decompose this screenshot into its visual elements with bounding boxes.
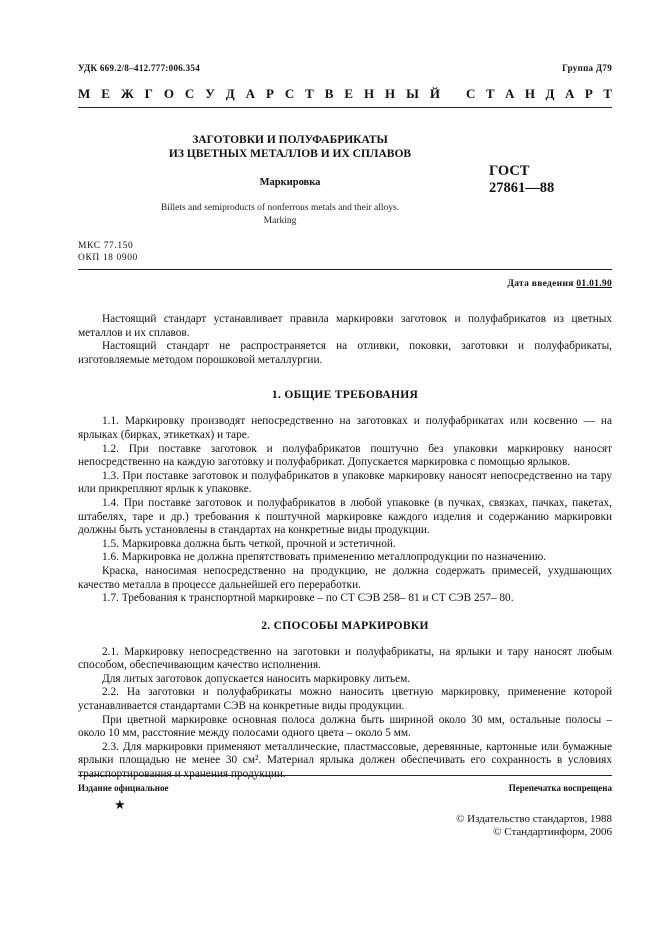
copyright-2006: © Стандартинформ, 2006 <box>493 826 612 838</box>
standard-banner <box>78 86 612 102</box>
section-1-paragraph: 1.1. Маркировку производят непосредственно на заготовках и полуфабрикатах или косвенно — на ярлыках (бирках, этикетках) и таре. <box>78 415 612 441</box>
banner-letter: М <box>78 86 91 101</box>
banner-letter: Д <box>225 86 235 101</box>
english-title-line-1: Billets and semiproducts of nonferrous metals and their alloys. <box>160 203 400 213</box>
banner-letter: А <box>245 86 255 101</box>
intro-paragraph-1: Настоящий стандарт устанавливает правила маркировки заготовок и полуфабрикатов из цветных металлов и их сплавов. <box>78 313 612 339</box>
section-1-paragraph: 1.7. Требования к транспортной маркировке – по СТ СЭВ 258– 81 и СТ СЭВ 257– 80. <box>102 592 514 605</box>
banner-right <box>466 86 612 102</box>
banner-letter: С <box>284 86 295 101</box>
banner-letter: С <box>184 86 195 101</box>
okp-code: ОКП 18 0900 <box>78 253 138 263</box>
banner-letter: О <box>163 86 174 101</box>
banner-letter: Р <box>584 86 593 101</box>
section-1-heading: 1. ОБЩИЕ ТРЕБОВАНИЯ <box>271 389 419 402</box>
group-code: Группа Д79 <box>562 63 612 73</box>
banner-letter: Е <box>101 86 110 101</box>
copyright-1988: © Издательство стандартов, 1988 <box>456 813 612 825</box>
banner-letter: Т <box>485 86 495 101</box>
document-title <box>120 133 460 161</box>
title-line-1: ЗАГОТОВКИ И ПОЛУФАБРИКАТЫ <box>192 134 388 146</box>
banner-letter: В <box>324 86 334 101</box>
section-2-paragraph: При цветной маркировке основная полоса должна быть шириной около 30 мм, остальные полосы – около 10 мм, расстояние между полосами одного цвета – около 5 мм. <box>78 713 612 740</box>
english-title <box>100 202 460 228</box>
gost-block <box>489 163 554 197</box>
section-1-paragraph: 1.6. Маркировка не должна препятствовать применению металлопродукции по назначению. <box>102 551 547 564</box>
banner-letter: Т <box>603 86 612 101</box>
reprint-prohibited: Перепечатка воспрещена <box>508 783 612 793</box>
english-title-line-2: Marking <box>263 216 297 226</box>
banner-letter: Г <box>144 86 153 101</box>
mks-code: МКС 77.150 <box>78 241 134 251</box>
intro-date-label: Дата введения <box>507 279 577 289</box>
banner-letter: Ж <box>120 86 134 101</box>
classification-codes <box>78 240 138 264</box>
banner-letter: Н <box>385 86 396 101</box>
banner-letter: С <box>466 86 476 101</box>
banner-letter: Н <box>363 86 375 101</box>
document-subtitle: Маркировка <box>259 177 321 188</box>
banner-letter: Н <box>524 86 536 101</box>
section-1-paragraph: 1.2. При поставке заготовок и полуфабрикатов поштучно без упаковки маркировку наносят непосредственно на каждую заготовку и полуфабрикат. Допускается маркировка с помощью ярлыков. <box>78 442 612 469</box>
banner-letter: Т <box>305 86 314 101</box>
section-2-paragraph: 2.3. Для маркировки применяют металлические, пластмассовые, деревянные, картонные или бумажные ярлыки площадью не менее 30 см². Материал ярлыка должен обеспечивать его сохранность в условиях <box>78 740 612 767</box>
intro-paragraph-2: Настоящий стандарт не распространяется на отливки, поковки, заготовки и полуфабрикаты, изготовляемые методом порошковой металлургии. <box>78 340 612 366</box>
footer-rule <box>78 775 612 776</box>
udk-code: УДК 669.2/8–412.777:006.354 <box>78 63 201 73</box>
official-edition: Издание официальное <box>78 783 169 793</box>
title-rule <box>78 269 612 270</box>
header-rule <box>78 107 612 108</box>
gost-number: 27861—88 <box>489 180 555 196</box>
section-1-paragraph: 1.4. При поставке заготовок и полуфабрикатов в любой упаковке (в пучках, связках, пачках, пакетах, штабелях, таре и др.) требования к поштучной маркировке каждого изделия и содержанию маркировки должны быть установлены в стандартах на конкретные виды продукции. <box>78 496 612 537</box>
section-2-paragraph: 2.2. На заготовки и полуфабрикаты можно наносить цветную маркировку, применение которой устанавливается стандартами СЭВ на конкретные виды продукции. <box>78 686 612 713</box>
banner-letter: А <box>564 86 575 101</box>
section-1-paragraph: 1.3. При поставке заготовок и полуфабрикатов в упаковке маркировку наносят непосредственно на тару или прикрепляют ярлык к упаковке. <box>78 469 612 496</box>
banner-letter: Е <box>344 86 354 101</box>
banner-letter: А <box>505 86 515 101</box>
banner-letter: Й <box>429 86 440 101</box>
banner-letter: Ы <box>406 86 419 101</box>
section-2-paragraph: Для литых заготовок допускается наносить маркировку литьем. <box>102 672 411 685</box>
banner-letter: Р <box>265 86 274 101</box>
section-1-paragraph: Краска, наносимая непосредственно на продукцию, не должна содержать примесей, ухудшающих качество металла в процессе дальнейшей его переработки. <box>78 564 612 591</box>
gost-label: ГОСТ <box>489 163 530 179</box>
title-line-2: ИЗ ЦВЕТНЫХ МЕТАЛЛОВ И ИХ СПЛАВОВ <box>168 148 412 160</box>
banner-letter: Д <box>545 86 555 101</box>
copyright-block <box>456 813 612 839</box>
intro-date <box>507 279 612 289</box>
section-1-paragraph: 1.5. Маркировка должна быть четкой, прочной и эстетичной. <box>102 537 396 550</box>
section-2-paragraph: 2.1. Маркировку непосредственно на заготовки и полуфабрикаты, на ярлыки и тару наносят любым способом, обеспечивающим качество исполнения. <box>78 645 612 672</box>
star-icon: ★ <box>114 797 126 812</box>
banner-left <box>78 86 440 102</box>
document-body <box>78 313 612 782</box>
section-2-heading: 2. СПОСОБЫ МАРКИРОВКИ <box>261 619 429 632</box>
intro-date-value: 01.01.90 <box>576 279 612 289</box>
banner-letter: У <box>205 86 215 101</box>
